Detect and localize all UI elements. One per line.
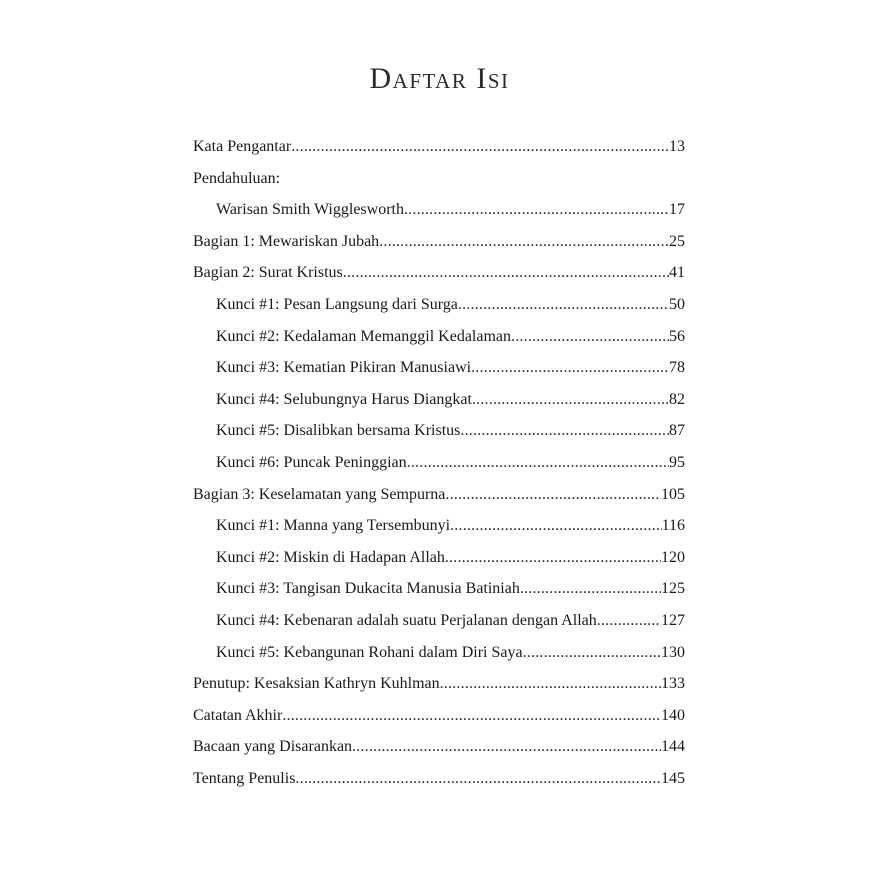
dot-leader <box>404 194 669 226</box>
toc-entry-label: Kunci #3: Tangisan Dukacita Manusia Batiniah <box>216 580 520 598</box>
toc-entry <box>193 131 685 163</box>
toc-entry-page-number: 140 <box>661 706 685 724</box>
toc-entry-label: Tentang Penulis <box>193 769 296 787</box>
dot-leader <box>472 384 669 416</box>
toc-entry <box>193 257 685 289</box>
toc-entry <box>193 163 685 195</box>
toc-entry <box>193 289 685 321</box>
toc-entry <box>193 415 685 447</box>
dot-leader <box>295 763 661 795</box>
dot-leader <box>343 257 669 289</box>
table-of-contents <box>193 131 685 794</box>
toc-entry-label: Warisan Smith Wigglesworth <box>216 201 404 219</box>
toc-entry <box>193 447 685 479</box>
toc-entry <box>193 763 685 795</box>
toc-entry-page-number: 82 <box>669 390 685 408</box>
toc-entry <box>193 542 685 574</box>
toc-entry-page-number: 133 <box>661 675 685 693</box>
toc-entry-label: Kunci #5: Kebangunan Rohani dalam Diri Saya <box>216 643 523 661</box>
dot-leader <box>523 637 661 669</box>
dot-leader <box>352 731 661 763</box>
toc-entry-page-number: 145 <box>661 769 685 787</box>
toc-entry <box>193 321 685 353</box>
toc-entry-page-number: 125 <box>661 580 685 598</box>
toc-entry-label: Kata Pengantar <box>193 138 292 155</box>
toc-entry-label: Kunci #4: Kebenaran adalah suatu Perjalanan dengan Allah <box>216 611 597 629</box>
toc-entry <box>193 352 685 384</box>
toc-entry-label: Kunci #4: Selubungnya Harus Diangkat <box>216 390 472 408</box>
page-title: Daftar Isi <box>369 62 510 95</box>
dot-leader <box>597 605 661 637</box>
toc-entry-label: Bagian 3: Keselamatan yang Sempurna <box>193 485 446 503</box>
dot-leader <box>379 226 669 258</box>
toc-entry-page-number: 105 <box>661 485 685 503</box>
dot-leader <box>407 447 669 479</box>
dot-leader <box>471 352 669 384</box>
toc-entry-label: Kunci #1: Manna yang Tersembunyi <box>216 517 451 535</box>
toc-entry-label: Kunci #2: Miskin di Hadapan Allah <box>216 548 445 566</box>
dot-leader <box>291 131 669 163</box>
toc-entry-page-number: 25 <box>669 232 685 250</box>
toc-entry-label: Kunci #6: Puncak Peninggian <box>216 453 407 471</box>
toc-entry <box>193 605 685 637</box>
toc-entry-page-number: 87 <box>669 422 685 440</box>
toc-entry-label: Bacaan yang Disarankan <box>193 738 353 756</box>
toc-entry <box>193 637 685 669</box>
toc-entry-page-number: 116 <box>661 517 685 535</box>
toc-entry <box>193 731 685 763</box>
toc-entry-label: Catatan Akhir <box>193 706 283 724</box>
toc-entry-label: Bagian 2: Surat Kristus <box>193 264 343 282</box>
toc-entry-label: Bagian 1: Mewariskan Jubah <box>193 232 380 250</box>
toc-entry-label: Kunci #1: Pesan Langsung dari Surga <box>216 295 458 313</box>
toc-entry-page-number: 17 <box>669 201 685 219</box>
dot-leader <box>445 542 661 574</box>
toc-entry-page-number: 95 <box>669 453 685 471</box>
toc-entry <box>193 226 685 258</box>
dot-leader <box>282 700 661 732</box>
toc-entry-label: Penutup: Kesaksian Kathryn Kuhlman <box>193 675 440 693</box>
toc-entry-page-number: 127 <box>661 611 685 629</box>
toc-entry <box>193 573 685 605</box>
toc-entry <box>193 384 685 416</box>
toc-entry-label: Kunci #3: Kematian Pikiran Manusiawi <box>216 359 472 377</box>
toc-entry-label: Pendahuluan: <box>193 169 281 187</box>
toc-entry-page-number: 120 <box>661 548 685 566</box>
dot-leader <box>460 415 669 447</box>
dot-leader <box>458 289 669 321</box>
toc-entry-page-number: 130 <box>661 643 685 661</box>
dot-leader <box>445 479 661 511</box>
toc-entry-page-number: 144 <box>661 738 685 756</box>
toc-entry-page-number: 56 <box>669 327 685 345</box>
dot-leader <box>520 573 661 605</box>
toc-entry-page-number: 50 <box>669 295 685 313</box>
toc-entry <box>193 194 685 226</box>
dot-leader <box>440 668 661 700</box>
dot-leader <box>450 510 662 542</box>
toc-entry-label: Kunci #5: Disalibkan bersama Kristus <box>216 422 461 440</box>
toc-entry <box>193 479 685 511</box>
toc-entry <box>193 510 685 542</box>
toc-entry-page-number: 41 <box>669 264 685 282</box>
toc-entry <box>193 700 685 732</box>
toc-entry <box>193 668 685 700</box>
toc-entry-page-number: 13 <box>669 138 685 155</box>
toc-entry-page-number: 78 <box>669 359 685 377</box>
toc-entry-label: Kunci #2: Kedalaman Memanggil Kedalaman <box>216 327 512 345</box>
dot-leader <box>511 321 669 353</box>
